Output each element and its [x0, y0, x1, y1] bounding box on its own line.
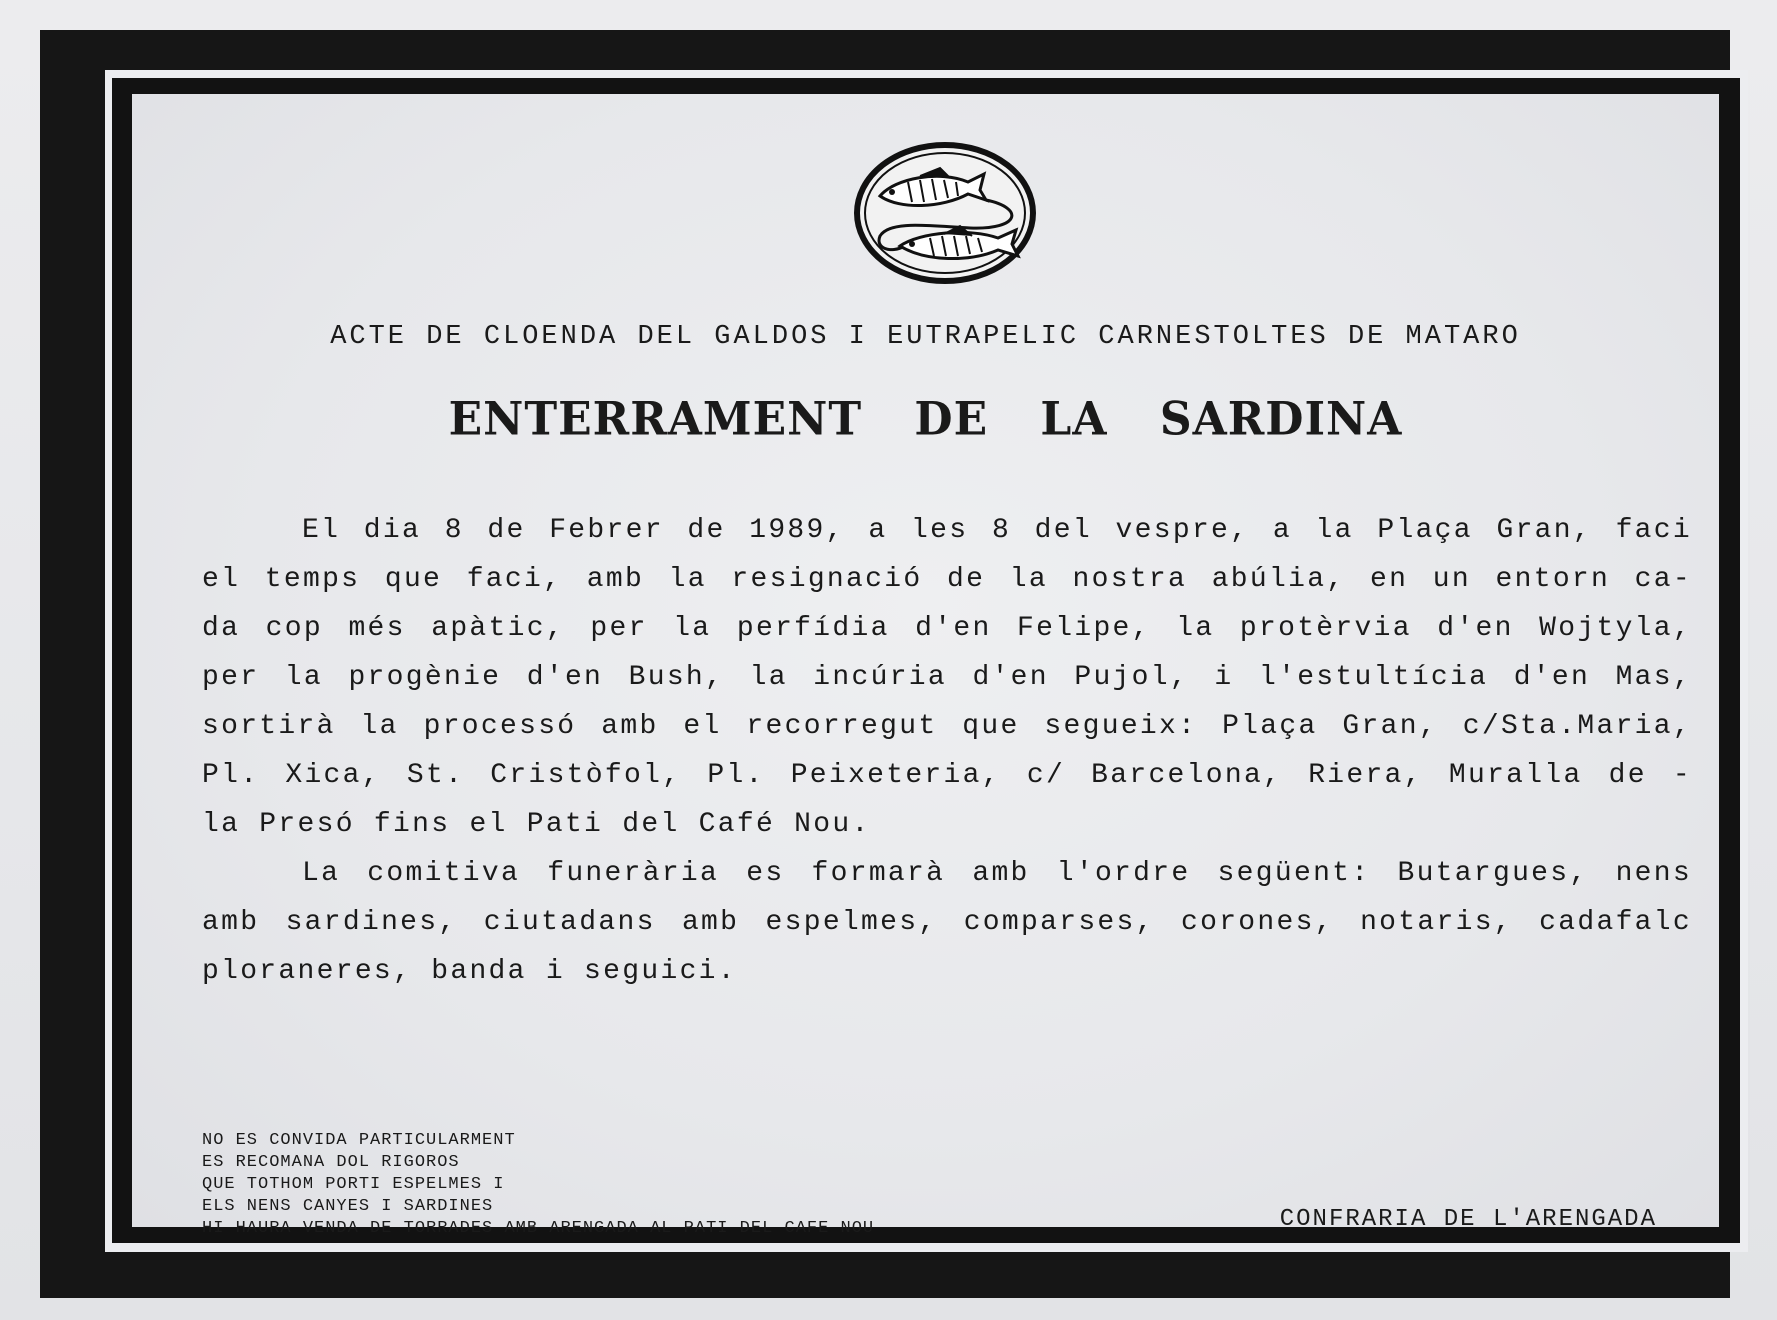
- paragraph1-line: El dia 8 de Febrer de 1989, a les 8 del vespre, a la Plaça Gran, faci: [302, 515, 1692, 546]
- paragraph1-line: da cop més apàtic, per la perfídia d'en Felipe, la protèrvia d'en Wojtyla,: [202, 613, 1692, 644]
- mourning-frame-outer: [40, 30, 1730, 1298]
- ceremony-heading: ACTE DE CLOENDA DEL GALDOS I EUTRAPELIC CARNESTOLTES DE MATARO: [330, 322, 1521, 352]
- paragraph2-line: ploraneres, banda i seguici.: [202, 956, 737, 987]
- paragraph1-line: Pl. Xica, St. Cristòfol, Pl. Peixeteria, c/ Barcelona, Riera, Muralla de -: [202, 760, 1692, 791]
- note-line: HI HAURA VENDA DE TORRADES AMB ARENGADA AL PATI DEL CAFE NOU: [202, 1219, 875, 1238]
- paragraph2-line: amb sardines, ciutadans amb espelmes, comparses, corones, notaris, cadafalc: [202, 907, 1692, 938]
- paragraph1-line: sortirà la processó amb el recorregut que segueix: Plaça Gran, c/Sta.Maria,: [202, 711, 1692, 742]
- paragraph1-line: per la progènie d'en Bush, la incúria d'en Pujol, i l'estultícia d'en Mas,: [202, 662, 1692, 693]
- paragraph1-line: la Presó fins el Pati del Café Nou.: [202, 809, 871, 840]
- paragraph1-line: el temps que faci, amb la resignació de la nostra abúlia, en un entorn ca-: [202, 564, 1692, 595]
- two-fish-emblem-icon: [850, 138, 1040, 288]
- notice-content: [132, 94, 1719, 1238]
- notice-body: [202, 506, 1692, 996]
- note-line: ES RECOMANA DOL RIGOROS: [202, 1153, 460, 1172]
- note-line: NO ES CONVIDA PARTICULARMENT: [202, 1131, 516, 1150]
- notes-block: [202, 1130, 874, 1240]
- note-line: ELS NENS CANYES I SARDINES: [202, 1197, 494, 1216]
- signature: CONFRARIA DE L'ARENGADA: [1279, 1206, 1657, 1233]
- note-line: QUE TOTHOM PORTI ESPELMES I: [202, 1175, 505, 1194]
- notice-title: ENTERRAMENT DE LA SARDINA: [448, 392, 1403, 447]
- paragraph2-line: La comitiva funerària es formarà amb l'ordre següent: Butargues, nens: [302, 858, 1692, 889]
